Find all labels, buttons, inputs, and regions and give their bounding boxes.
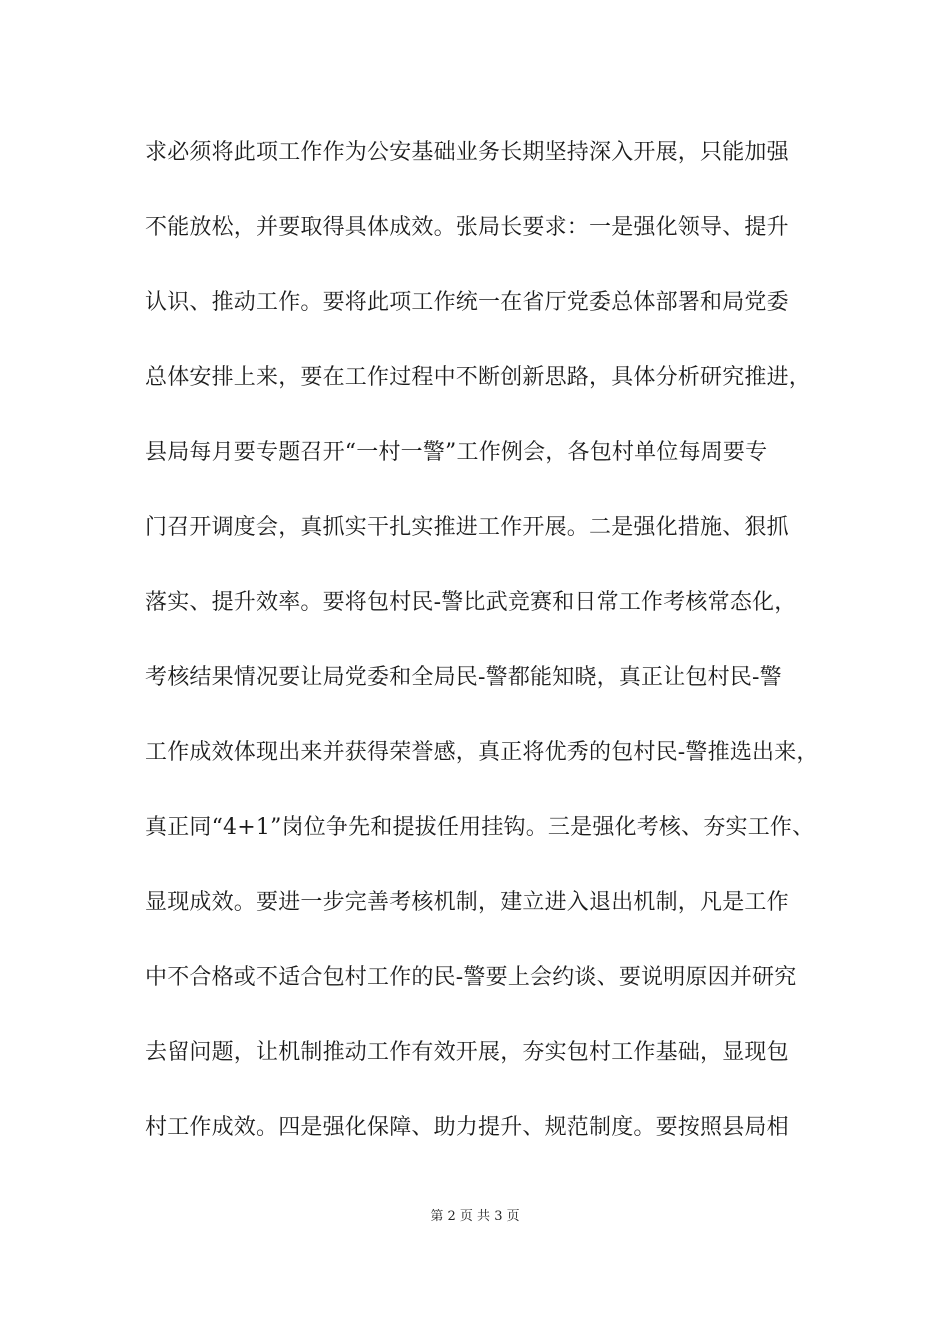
text-line: 门召开调度会，真抓实干扎实推进工作开展。二是强化措施、狠抓 (145, 515, 789, 540)
text-line: 中不合格或不适合包村工作的民-警要上会约谈、要说明原因并研究 (145, 965, 797, 990)
page-footer (0, 1207, 950, 1227)
text-line: 求必须将此项工作作为公安基础业务长期坚持深入开展，只能加强 (145, 140, 789, 165)
text-line: 工作成效体现出来并获得荣誉感，真正将优秀的包村民-警推选出来， (145, 740, 819, 765)
text-line: 县局每月要专题召开“一村一警”工作例会，各包村单位每周要专 (145, 440, 768, 465)
page-number-label: 第 2 页 共 3 页 (430, 1209, 520, 1224)
text-line: 总体安排上来，要在工作过程中不断创新思路，具体分析研究推进， (145, 365, 812, 390)
text-line: 去留问题，让机制推动工作有效开展，夯实包村工作基础，显现包 (145, 1040, 789, 1065)
body-text (145, 131, 835, 1181)
text-line: 不能放松，并要取得具体成效。张局长要求：一是强化领导、提升 (145, 215, 789, 240)
text-line: 村工作成效。四是强化保障、助力提升、规范制度。要按照县局相 (145, 1115, 789, 1140)
text-line: 认识、推动工作。要将此项工作统一在省厅党委总体部署和局党委 (145, 290, 789, 315)
text-line: 落实、提升效率。要将包村民-警比武竞赛和日常工作考核常态化， (145, 590, 797, 615)
text-line: 真正同“4+1”岗位争先和提拔任用挂钩。三是强化考核、夯实工作、 (145, 815, 815, 840)
text-line: 考核结果情况要让局党委和全局民-警都能知晓，真正让包村民-警 (145, 665, 782, 690)
text-line: 显现成效。要进一步完善考核机制，建立进入退出机制，凡是工作 (145, 890, 789, 915)
